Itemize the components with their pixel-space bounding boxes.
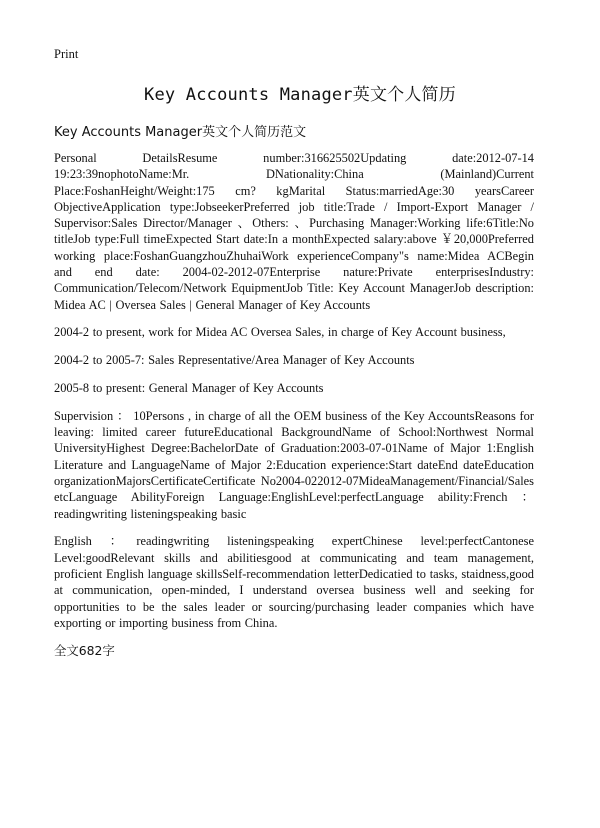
- skills-paragraph: English ：readingwriting listeningspeaking expertChinese level:perfectCantonese Level:goodRelevant skills and abilitiesgood at communicating and team management, proficient English language skillsSelf-recommendation letterDedicatied to tasks, staidness,good at communication, open-minded, I understand oversea business well and seeking for opportunities to be the sales leader or sourcing/purchasing leader companies which have exporting or importing business from China.: [54, 534, 534, 630]
- education-paragraph: Supervision ： 10Persons , in charge of all the OEM business of the Key AccountsReasons for leaving: limited career futureEducational BackgroundName of School:Northwest Normal UniversityHighest Degree:BachelorDate of Graduation:2003-07-01Name of Major 1:English Literature and LanguageName of Major 2:Education experience:Start dateEnd dateEducation organizationMajorsCertificateCertificate No2004-022012-07MideaManagement/Financial/Sales etcLanguage AbilityForeign Language:EnglishLevel:perfectLanguage ability:French ：readingwriting listeningspeaking basic: [54, 408, 534, 521]
- personal-details-paragraph: Personal DetailsResume number:316625502Updating date:2012-07-14 19:23:39nophotoName:Mr. DNationality:China (Mainland)Current Place:FoshanHeight/Weight:175 cm? kgMarital Status:marriedAge:30 yearsCareer ObjectiveApplication type:JobseekerPreferred job title:Trade / Import-Export Manager / Supervisor:Sales Director/Manager 、Others: 、Purchasing Manager:Working life:6Title:No titleJob type:Full timeExpected Start date:In a monthExpected salary:above ￥20,000Preferred working place:FoshanGuangzhouZhuhaiWork experienceCompany"s name:Midea ACBegin and end date: 2004-02-2012-07Enterprise nature:Private enterprisesIndustry: Communication/Telecom/Network EquipmentJob Title: Key Account ManagerJob description: Midea AC | Oversea Sales | General Manager of Key Accounts: [54, 151, 534, 312]
- word-count: 全文682字: [54, 642, 115, 658]
- work-summary-paragraph: 2004-2 to present, work for Midea AC Oversea Sales, in charge of Key Account business,: [54, 325, 506, 340]
- print-link[interactable]: Print: [54, 47, 79, 61]
- document-subtitle: Key Accounts Manager英文个人简历范文: [54, 125, 307, 140]
- resume-body: [54, 150, 534, 671]
- document-title: Key Accounts Manager英文个人简历: [144, 85, 456, 105]
- position-history-item: 2005-8 to present: General Manager of Key Accounts: [54, 381, 324, 396]
- position-history-item: 2004-2 to 2005-7: Sales Representative/Area Manager of Key Accounts: [54, 353, 415, 368]
